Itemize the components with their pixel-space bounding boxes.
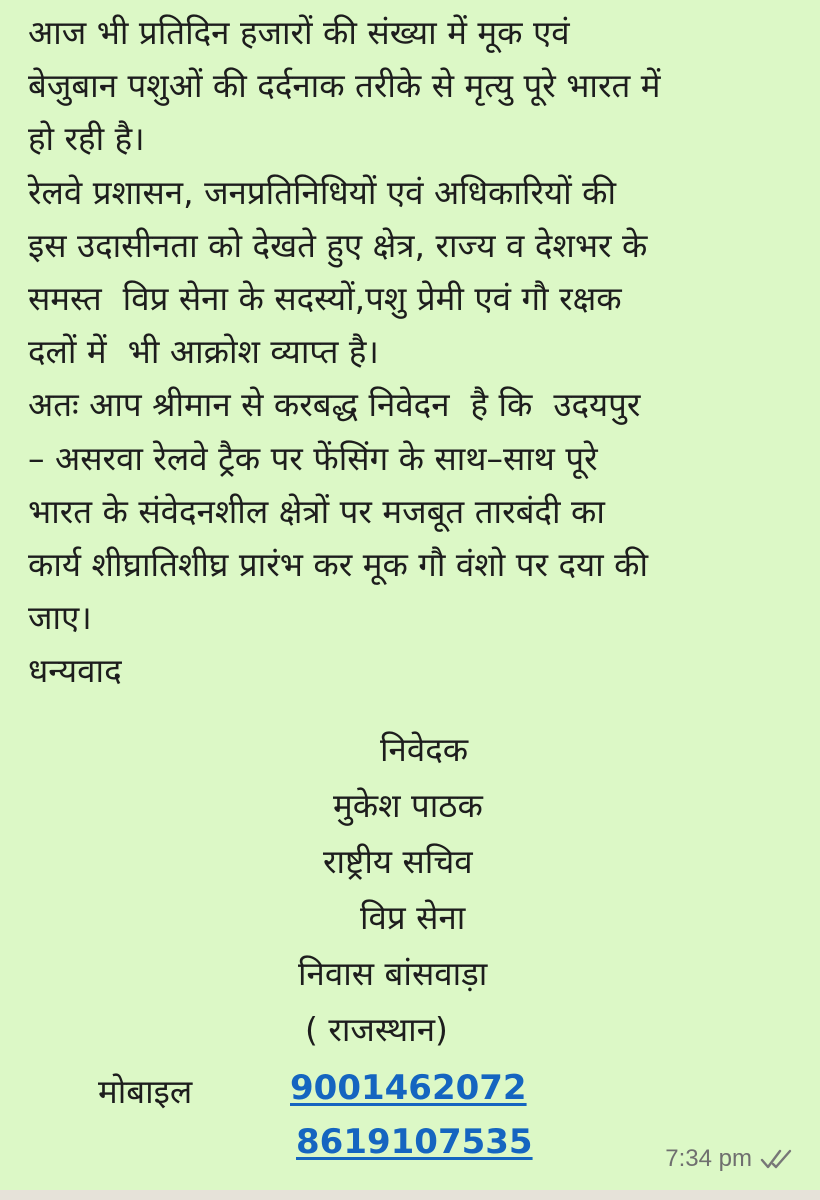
signature-state: ( राजस्थान) xyxy=(305,1010,448,1049)
chat-background xyxy=(0,1190,820,1200)
mobile-label: मोबाइल xyxy=(98,1072,193,1111)
signature-organisation: विप्र सेना xyxy=(360,898,466,937)
message-paragraph: आज भी प्रतिदिन हजारों की संख्या में मूक एवं बेजुबान पशुओं की दर्दनाक तरीके से मृत्यु पूरे भारत में हो रही है। xyxy=(28,13,661,159)
message-time: 7:34 pm xyxy=(665,1145,752,1172)
message-paragraph: अतः आप श्रीमान से करबद्ध निवेदन है कि उदयपुर – असरवा रेलवे ट्रैक पर फेंसिंग के साथ–साथ पूरे भारत के संवेदनशील क्षेत्रों पर मजबूत तारबंदी का कार्य शीघ्रातिशीघ्र प्रारंभ कर मूक गौ वंशो पर दया की जाए। xyxy=(28,385,649,638)
message-thanks: धन्यवाद xyxy=(28,651,122,691)
phone-link-1[interactable]: 9001462072 xyxy=(290,1068,527,1108)
message-paragraph: रेलवे प्रशासन, जनप्रतिनिधियों एवं अधिकारियों की इस उदासीनता को देखते हुए क्षेत्र, राज्य व देशभर के समस्त विप्र सेना के सदस्यों,पशु प्रेमी एवं गौ रक्षक दलों में भी आक्रोश व्याप्त है। xyxy=(28,172,648,372)
signature-title: राष्ट्रीय सचिव xyxy=(323,842,473,881)
signature-residence: निवास बांसवाड़ा xyxy=(298,954,488,993)
signature-line: निवेदक xyxy=(380,730,469,769)
phone-link-2[interactable]: 8619107535 xyxy=(296,1122,533,1162)
signature-name: मुकेश पाठक xyxy=(333,786,483,825)
message-meta xyxy=(665,1145,794,1173)
double-check-icon xyxy=(760,1148,794,1170)
